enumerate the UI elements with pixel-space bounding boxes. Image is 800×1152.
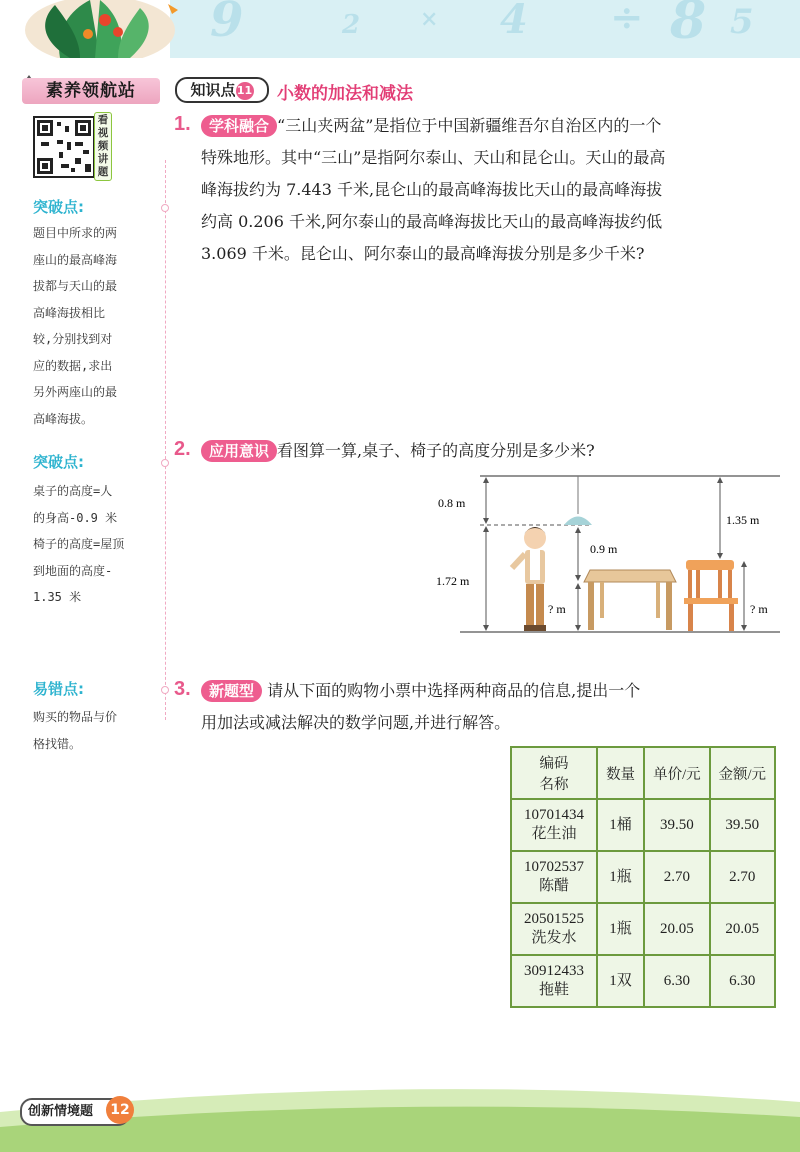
header-qty: 数量 [597,747,644,799]
decor-digit: ÷ [610,0,644,41]
qr-video-label[interactable]: 看视频讲题 [94,112,112,181]
header-code-name: 编码 名称 [511,747,597,799]
knowledge-point-badge: 知识点11 [175,77,269,103]
label-table-height: ? m [548,602,566,616]
knowledge-point-number: 11 [236,82,254,100]
header-price: 单价/元 [644,747,709,799]
question-number: 2. [174,438,191,460]
decor-digit: × [420,6,439,32]
child-figure [512,527,546,631]
page-number: 12 [106,1096,134,1124]
height-diagram [430,470,790,640]
tip-heading: 突破点: [33,453,84,471]
header-amount: 金额/元 [710,747,775,799]
question-tag: 应用意识 [201,440,277,462]
label-chair-height: ? m [750,602,768,616]
divider-dot [161,459,169,467]
label-lamp-gap: 0.9 m [590,542,618,556]
receipt-table [510,746,776,1008]
tip-heading: 突破点: [33,198,84,216]
tip-text: 题目中所求的两 座山的最高峰海 拔都与天山的最 高峰海拔相比 较,分别找到对 应的数据,求出 另外两座山的最 高峰海拔。 [33,226,118,426]
footer-label: 创新情境题 [20,1098,130,1126]
table-drawing [584,570,676,630]
question-3: 新题型 请从下面的购物小票中选择两种商品的信息,提出一个 用加法或减法解决的数学问题,并进行解答。 [201,681,641,732]
tip-text: 购买的物品与价 格找错。 [33,710,118,751]
knowledge-point-title: 小数的加法和减法 [277,84,413,104]
tip-text: 桌子的高度=人 的身高-0.9 米 椅子的高度=屋顶 到地面的高度- 1.35 米 [33,484,125,604]
question-number: 1. [174,113,191,135]
header-band [170,0,800,58]
label-ceiling-gap: 0.8 m [438,496,466,510]
chair-drawing [684,560,738,631]
decor-digit: 5 [730,2,754,42]
question-1: 学科融合 “三山夹两盆”是指位于中国新疆维吾尔自治区内的一个 特殊地形。其中“三山”是指阿尔泰山、天山和昆仑山。天山的最高 峰海拔约为 7.443 千米,昆仑山的最高峰海拔比天山的最高峰海拔 约高 0.206 千米,阿尔泰山的最高峰海拔比天山的最高峰海拔约低 3.069 千米。昆仑山、阿尔泰山的最高峰海拔分别是多少千米? [201,116,666,263]
label-chair-gap: 1.35 m [726,513,760,527]
table-row: 10701434 花生油 1桶 39.50 39.50 [511,799,775,851]
table-row: 20501525 洗发水 1瓶 20.05 20.05 [511,903,775,955]
lamp-shade [564,517,592,526]
plant-illustration [0,0,180,58]
question-tag: 新题型 [201,680,262,702]
divider-dot [161,204,169,212]
tip-heading: 易错点: [33,680,84,698]
question-number: 3. [174,678,191,700]
decor-digit: 4 [500,0,528,43]
sidebar-divider [165,160,166,720]
table-row: 10702537 陈醋 1瓶 2.70 2.70 [511,851,775,903]
question-2: 应用意识 看图算一算,桌子、椅子的高度分别是多少米? [201,435,791,467]
decor-digit: 8 [670,0,707,51]
decor-digit: 9 [210,0,244,48]
qr-code[interactable] [33,116,95,178]
table-header-row [511,747,775,799]
question-tag: 学科融合 [201,115,277,137]
sidebar-brand: 素养领航站 [22,78,160,104]
decor-digit: 2 [342,10,361,40]
divider-dot [161,686,169,694]
label-person-height: 1.72 m [436,574,470,588]
table-row: 30912433 拖鞋 1双 6.30 6.30 [511,955,775,1007]
